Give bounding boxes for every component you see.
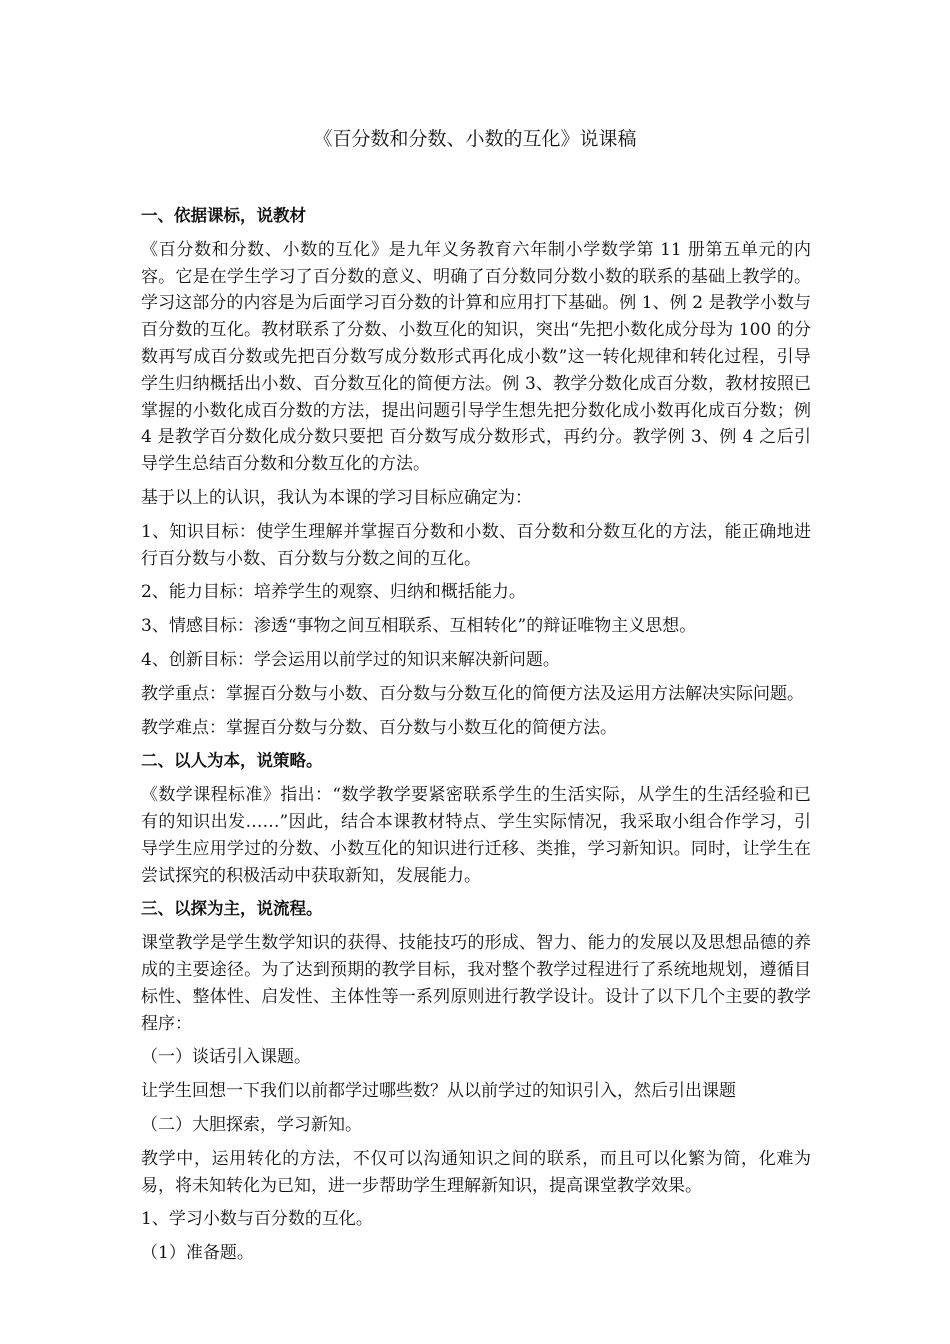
body-paragraph: 《数学课程标准》指出：“数学教学要紧密联系学生的生活实际，从学生的生活经验和已有的知识出发……”因此，结合本课教材特点、学生实际情况，我采取小组合作学习，引导学生应用学过的分数、小数互化的知识进行迁移、类推，学习新知识。同时，让学生在尝试探究的积极活动中获取新知，发展能力。 [141,785,811,886]
body-paragraph: （二）大胆探索，学习新知。 [141,1114,362,1135]
body-paragraph: 教学难点：掌握百分数与分数、百分数与小数互化的简便方法。 [141,717,617,738]
body-paragraph: 2、能力目标：培养学生的观察、归纳和概括能力。 [141,582,526,603]
body-paragraph: （1）准备题。 [141,1243,254,1264]
body-paragraph: 让学生回想一下我们以前都学过哪些数？从以前学过的知识引入，然后引出课题 [141,1081,736,1102]
body-paragraph: 基于以上的认识，我认为本课的学习目标应确定为： [141,487,532,508]
body-paragraph: （一）谈话引入课题。 [141,1047,311,1068]
body-paragraph: 教学重点：掌握百分数与小数、百分数与分数互化的简便方法及运用方法解决实际问题。 [141,683,804,704]
document-body [141,203,811,1274]
section-heading: 三、以探为主，说流程。 [141,899,323,919]
body-paragraph: 1、学习小数与百分数的互化。 [141,1209,373,1230]
body-paragraph: 3、情感目标：渗透“事物之间互相联系、互相转化”的辩证唯物主义思想。 [141,616,697,637]
section-heading: 二、以人为本，说策略。 [141,751,323,771]
body-paragraph: 4、创新目标：学会运用以前学过的知识来解决新问题。 [141,649,560,670]
body-paragraph: 课堂教学是学生数学知识的获得、技能技巧的形成、智力、能力的发展以及思想品德的养成的主要途径。为了达到预期的教学目标，我对整个教学过程进行了系统地规划，遵循目标性、整体性、启发性、主体性等一系列原则进行教学设计。设计了以下几个主要的教学程序： [141,933,811,1034]
body-paragraph: 1、知识目标：使学生理解并掌握百分数和小数、百分数和分数互化的方法，能正确地进行百分数与小数、百分数与分数之间的互化。 [141,521,811,569]
section-heading: 一、依据课标，说教材 [141,206,306,225]
document-title: 《百分数和分数、小数的互化》说课稿 [313,128,637,150]
body-paragraph: 《百分数和分数、小数的互化》是九年义务教育六年制小学数学第 11 册第五单元的内容。它是在学生学习了百分数的意义、明确了百分数同分数小数的联系的基础上教学的。学习这部分的内容是为后面学习百分数的计算和应用打下基础。例 1、例 2 是教学小数与百分数的互化。教材联系了分数、小数互化的知识，突出“先把小数化成分母为 100 的分数再写成百分数或先把百分数写成分数形式再化成小数”这一转化规律和转化过程，引导学生归纳概括出小数、百分数互化的简便方法。例 3、教学分数化成百分数，教材按照已掌握的小数化成百分数的方法，提出问题引导学生想先把分数化成小数再化成百分数；例 4 是教学百分数化成分数只要把 百分数写成分数形式，再约分。教学例 3、例 4 之后引导学生总结百分数和分数互化的方法。 [141,239,811,475]
body-paragraph: 教学中，运用转化的方法，不仅可以沟通知识之间的联系，而且可以化繁为简，化难为易，将未知转化为已知，进一步帮助学生理解新知识，提高课堂教学效果。 [141,1148,811,1196]
